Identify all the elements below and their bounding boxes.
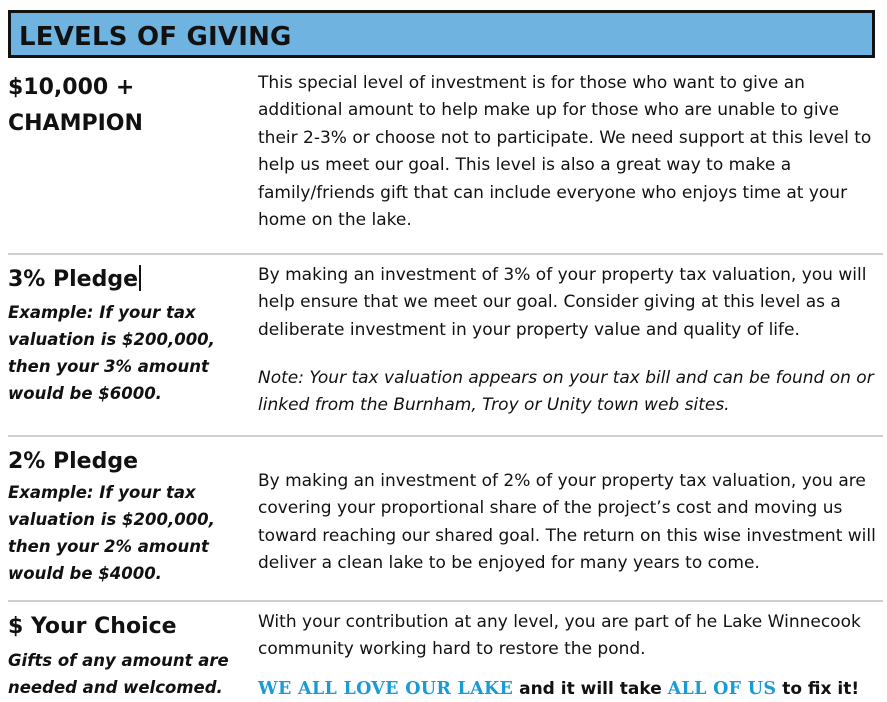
- example-3-percent: Example: If your tax valuation is $200,000, then your 3% amount would be $6000.: [8, 303, 215, 403]
- text-cursor: [139, 265, 141, 291]
- level-description-3-percent: By making an investment of 3% of your property tax valuation, you will help ensure that we meet our goal. Consider giving at this level as a deliberate investment in your property value and quality of life.: [258, 265, 867, 340]
- level-description-your-choice: With your contribution at any level, you are part of he Lake Winnecook community working hard to restore the pond.: [258, 612, 861, 660]
- level-description-champion: This special level of investment is for those who want to give an additional amount to help make up for those who are unable to give their 2-3% or choose not to participate. We need support at this level to help us meet our goal. This level is also a great way to make a family/friends gift that can include everyone who enjoys time at your home on the lake.: [258, 73, 872, 231]
- example-your-choice: Gifts of any amount are needed and welcomed.: [8, 651, 229, 697]
- section-header: [8, 10, 875, 58]
- divider: [8, 600, 883, 602]
- level-title-your-choice: $ Your Choice: [8, 614, 177, 639]
- page-title: LEVELS OF GIVING: [19, 22, 292, 52]
- example-2-percent: Example: If your tax valuation is $200,000, then your 2% amount would be $4000.: [8, 483, 215, 583]
- tax-valuation-note: Note: Your tax valuation appears on your tax bill and can be found on or linked from the Burnham, Troy or Unity town web sites.: [258, 368, 874, 416]
- level-title-3-percent: [8, 262, 141, 298]
- divider: [8, 435, 883, 437]
- slogan-accent-2: ALL OF US: [667, 679, 777, 699]
- level-description-2-percent: By making an investment of 2% of your property tax valuation, you are covering your proportional share of the project’s cost and moving us toward reaching our shared goal. The return on this wise investment will deliver a clean lake to be enjoyed for many years to come.: [258, 471, 876, 574]
- divider: [8, 253, 883, 255]
- slogan-accent-1: WE ALL LOVE OUR LAKE: [258, 679, 514, 699]
- slogan: [258, 676, 859, 702]
- level-amount: $10,000 +: [8, 75, 135, 100]
- level-title-2-percent: 2% Pledge: [8, 449, 139, 474]
- level-title-text: 3% Pledge: [8, 267, 139, 292]
- slogan-text-1: and it will take: [513, 679, 668, 699]
- level-name: CHAMPION: [8, 111, 143, 136]
- slogan-text-2: to fix it!: [776, 679, 860, 699]
- level-title-champion: [8, 70, 248, 142]
